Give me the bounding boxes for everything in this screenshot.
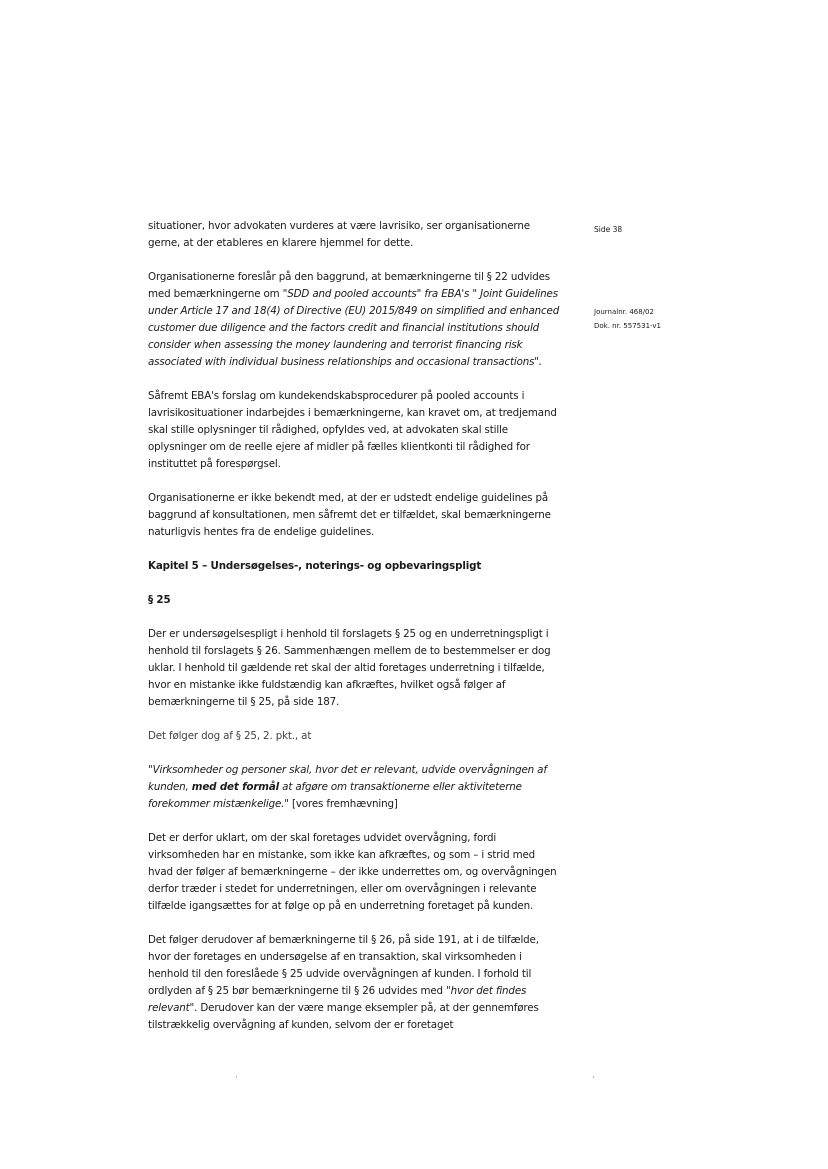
paragraph: Det er derfor uklart, om der skal foretages udvidet overvågning, fordi virksomheden har en mistanke, som ikke kan afkræftes, og som – i strid med hvad der følger af bemærkningerne – der ikke underrettes om, og overvågningen derfor træder i stedet for underretningen, eller om overvågningen i relevante tilfælde igangsættes for at følge op på en underretning foretaget på kunden. bbox=[148, 832, 557, 912]
paragraph: Organisationerne er ikke bekendt med, at der er udstedt endelige guidelines på baggrund af konsultationen, men såfremt det er tilfældet, skal bemærkningerne naturligvis hentes fra de endelige guidelines. bbox=[148, 492, 551, 538]
quote-text: at afgøre om transaktionerne eller aktiviteterne forekommer mistænkelige." bbox=[148, 781, 522, 810]
paragraph: Der er undersøgelsespligt i henhold til forslagets § 25 og en underretningspligt i henhold til forslagets § 26. Sammenhængen mellem de to bestemmelser er dog uklar. I henhold til gældende ret skal der altid foretages underretning i tilfælde, hvor en mistanke ikke fuldstændig kan afkræftes, hvilket også følger af bemærkningerne til § 25, på side 187. bbox=[148, 628, 551, 708]
document-reference bbox=[594, 305, 661, 333]
paragraph: Såfremt EBA's forslag om kundekendskabsprocedurer på pooled accounts i lavrisikosituationer indarbejdes i bemærkningerne, kan kravet om, at tredjemand skal stille oplysninger til rådighed, opfyldes ved, at advokaten skal stille oplysninger om de reelle ejere af midler på fælles klientkonti til rådighed for instituttet på forespørgsel. bbox=[148, 390, 557, 470]
paragraph-text: . Derudover kan der være mange eksempler på, at der gennemføres tilstrækkelig overvågning af kunden, selvom der er foretaget bbox=[148, 1002, 539, 1031]
italic-phrase: "hvor det findes relevant" bbox=[148, 985, 527, 1014]
quote-note: [vores fremhævning] bbox=[288, 798, 398, 810]
paragraph bbox=[148, 932, 562, 1034]
paragraph-text: Organisationerne foreslår på den baggrund, at bemærkningerne til § 22 udvides med bemærkningerne om bbox=[148, 271, 551, 300]
body-text bbox=[148, 218, 562, 1034]
block-quote bbox=[148, 762, 562, 813]
page-number: Side 38 bbox=[594, 225, 623, 234]
quote-text: "Virksomheder og personer skal, hvor det er relevant, udvide overvågningen af kunden, bbox=[148, 764, 547, 793]
scan-speck: · bbox=[592, 1073, 595, 1083]
chapter-heading: Kapitel 5 – Undersøgelses-, noterings- og opbevaringspligt bbox=[148, 560, 482, 572]
scan-speck: · bbox=[235, 1073, 238, 1083]
section-heading: § 25 bbox=[148, 594, 171, 606]
quote-emphasis: med det formål bbox=[191, 781, 280, 793]
paragraph bbox=[148, 269, 562, 371]
paragraph-text: Det følger derudover af bemærkningerne til § 26, på side 191, at i de tilfælde, hvor der foretages en undersøgelse af en transaktion, skal virksomheden i henhold til den foreslåede § 25 udvide overvågningen af kunden. I forhold til ordlyden af § 25 bør bemærkningerne til § 26 udvides med bbox=[148, 934, 539, 997]
document-number: Dok. nr. 557531-v1 bbox=[594, 322, 661, 330]
paragraph: Det følger dog af § 25, 2. pkt., at bbox=[148, 730, 312, 742]
italic-citation: "SDD and pooled accounts" fra EBA's " Joint Guidelines under Article 17 and 18(4) of Directive (EU) 2015/849 on simplified and enhanced customer due diligence and the factors credit and financial institutions should consider when assessing the money laundering and terrorist financing risk associated with individual business relationships and occasional transactions". bbox=[148, 288, 560, 368]
paragraph: situationer, hvor advokaten vurderes at være lavrisiko, ser organisationerne gerne, at der etableres en klarere hjemmel for dette. bbox=[148, 220, 530, 249]
journal-number: Journalnr. 468/02 bbox=[594, 308, 654, 316]
